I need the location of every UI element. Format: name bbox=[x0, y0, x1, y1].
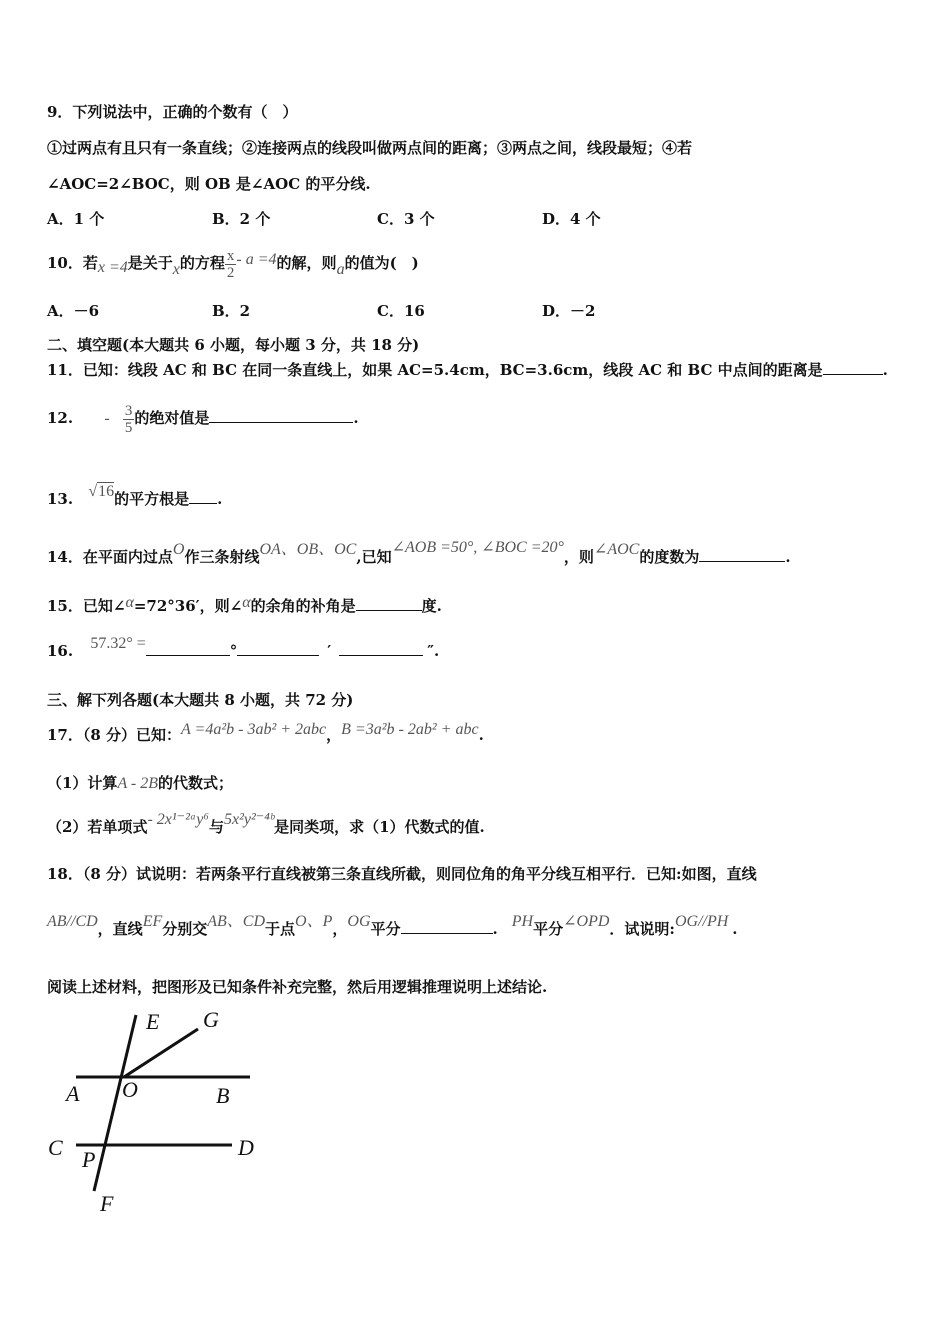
q9-line1: ①过两点有且只有一条直线；②连接两点的线段叫做两点间的距离；③两点之间，线段最短；④若 bbox=[47, 139, 693, 157]
q17-monomial-2: 5x²y²⁻⁴ᵇ bbox=[223, 811, 275, 828]
q12-fraction: $\frac{3}{5}$ bbox=[124, 402, 133, 436]
q9-option-a: A．1 个 bbox=[47, 210, 105, 228]
q11-answer-blank[interactable] bbox=[823, 360, 883, 375]
ray-og bbox=[124, 1029, 198, 1077]
q18-line2: AB//CD，直线EF分别交AB、CD于点O、P，OG平分 . PH平分∠OPD．试说明:OG//PH . bbox=[47, 913, 738, 938]
q18-line1: 18．（8 分）试说明：若两条平行直线被第三条直线所截，则同位角的角平分线互相平行．已知:如图，直线 bbox=[47, 865, 757, 883]
q12-answer-blank[interactable] bbox=[209, 408, 353, 423]
q13-sqrt: √16 bbox=[88, 483, 115, 500]
q9-option-d: D．4 个 bbox=[542, 210, 601, 228]
label-d: D bbox=[238, 1135, 254, 1160]
q16-minutes-blank[interactable] bbox=[237, 641, 319, 656]
label-c: C bbox=[48, 1135, 63, 1160]
q10-stem: 10．若x =4是关于x的方程 $\frac{x}{2}$ - a =4的解，则a的值为( ) bbox=[47, 247, 419, 281]
q17-monomial-1: - 2x¹⁻²ᵃy⁶ bbox=[147, 811, 209, 828]
label-a: A bbox=[66, 1081, 80, 1106]
q17-part-2: （2）若单项式- 2x¹⁻²ᵃy⁶与5x²y²⁻⁴ᵇ是同类项，求（1）代数式的值. bbox=[47, 811, 485, 836]
q17-part-1: （1）计算A - 2B的代数式； bbox=[47, 774, 234, 792]
q15-answer-blank[interactable] bbox=[356, 596, 422, 611]
q15: 15．已知∠α=72°36′，则∠α的余角的补角是 度. bbox=[47, 594, 442, 615]
q10-math-x-equals-4: x =4 bbox=[97, 259, 128, 276]
q17-expr-a: A =4a²b - 3ab² + 2abc bbox=[181, 721, 327, 738]
q9-option-c: C．3 个 bbox=[377, 210, 435, 228]
section-3-heading: 三、解下列各题(本大题共 8 小题，共 72 分) bbox=[47, 691, 354, 709]
q18-geometry-figure bbox=[40, 1005, 280, 1220]
label-b: B bbox=[216, 1083, 230, 1108]
label-o: O bbox=[122, 1077, 138, 1102]
q16: 16. 57.32° = ° ′ ″. bbox=[47, 635, 440, 660]
q10-fraction: $\frac{x}{2}$ bbox=[226, 247, 235, 281]
q16-seconds-blank[interactable] bbox=[339, 641, 423, 656]
label-e: E bbox=[146, 1009, 160, 1034]
label-g: G bbox=[203, 1007, 219, 1032]
q10-option-c: C．16 bbox=[377, 302, 425, 320]
q13: 13. √16的平方根是 . bbox=[47, 483, 223, 508]
line-ef bbox=[94, 1015, 136, 1191]
q10-option-d: D．－2 bbox=[542, 302, 596, 320]
q14: 14．在平面内过点O作三条射线OA、OB、OC,已知∠AOB =50°, ∠BOC =20°，则∠AOC的度数为 . bbox=[47, 539, 791, 566]
q12: 12. - $\frac{3}{5}$ 的绝对值是 . bbox=[47, 402, 359, 436]
q11: 11．已知：线段 AC 和 BC 在同一条直线上，如果 AC=5.4cm，BC=3.6cm，线段 AC 和 BC 中点间的距离是 . bbox=[47, 361, 888, 379]
q17-expr-b: B =3a²b - 2ab² + abc bbox=[341, 721, 479, 738]
q18-instruction: 阅读上述材料，把图形及已知条件补充完整，然后用逻辑推理说明上述结论. bbox=[47, 978, 548, 996]
q10-option-b: B．2 bbox=[212, 302, 251, 320]
label-f: F bbox=[100, 1191, 114, 1216]
q14-answer-blank[interactable] bbox=[699, 547, 785, 562]
q9-stem: 9．下列说法中，正确的个数有（ ） bbox=[47, 103, 298, 121]
q13-answer-blank[interactable] bbox=[189, 489, 217, 504]
q10-option-a: A．－6 bbox=[47, 302, 100, 320]
q16-degrees-blank[interactable] bbox=[146, 641, 230, 656]
q18-bisect-blank[interactable] bbox=[401, 919, 493, 934]
q9-line2: ∠AOC=2∠BOC，则 OB 是∠AOC 的平分线. bbox=[47, 175, 371, 193]
q9-option-b: B．2 个 bbox=[212, 210, 271, 228]
section-2-heading: 二、填空题(本大题共 6 小题，每小题 3 分，共 18 分) bbox=[47, 336, 420, 354]
label-p: P bbox=[82, 1147, 96, 1172]
q17-stem: 17．（8 分）已知：A =4a²b - 3ab² + 2abc，B =3a²b - 2ab² + abc. bbox=[47, 721, 484, 744]
